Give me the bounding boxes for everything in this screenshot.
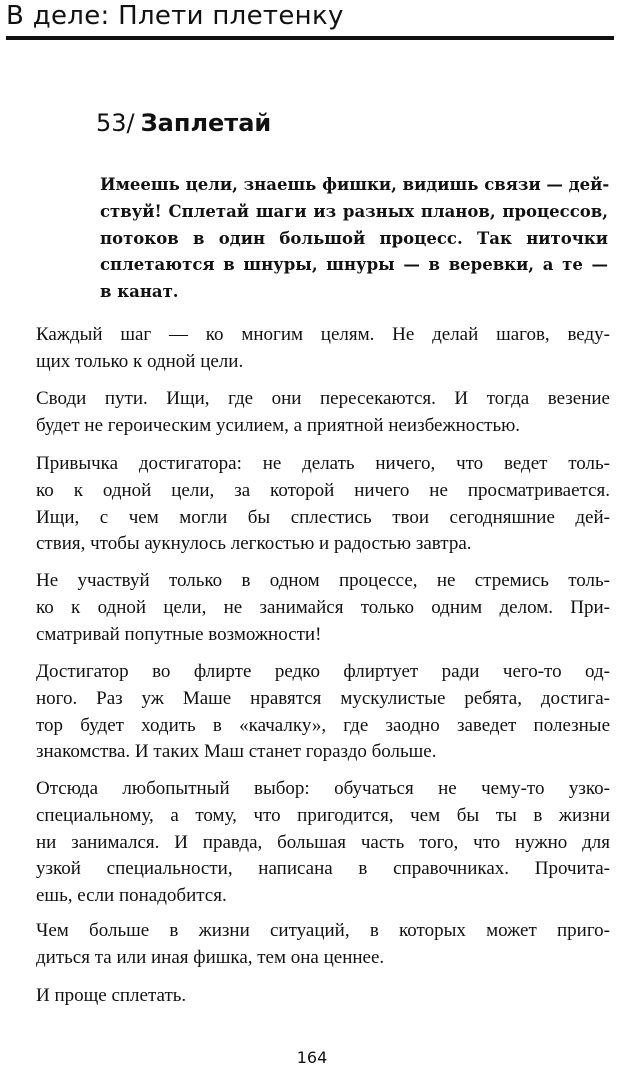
section-heading	[96, 108, 271, 139]
paragraph-line: Отсюда любопытный выбор: обучаться не чему-то узко-	[36, 778, 610, 799]
paragraph-line: ного. Раз уж Маше нравятся мускулистые ребята, достига-	[36, 687, 610, 709]
paragraph-line: диться та или иная фишка, тем она ценнее.	[36, 946, 385, 968]
paragraph-line: ствия, чтобы аукнулось легкостью и радостью завтра.	[36, 533, 472, 555]
paragraph-line: Каждый шаг — ко многим целям. Не делай шагов, веду-	[36, 324, 610, 345]
body-paragraph	[36, 918, 610, 972]
paragraph-line: Не участвуй только в одном процессе, не стремись толь-	[36, 570, 610, 591]
paragraph-line: ко к одной цели, не занимайся только одним делом. При-	[36, 596, 610, 618]
paragraph-line: узкой специальности, написана в справочниках. Прочита-	[36, 858, 610, 880]
body-paragraph	[36, 568, 610, 648]
header-rule	[6, 36, 614, 40]
body-paragraph	[36, 386, 610, 440]
paragraph-line: сматривай попутные возможности!	[36, 623, 322, 645]
section-title: Заплетай	[140, 109, 272, 137]
section-number: 53/	[96, 109, 135, 137]
body-paragraph	[36, 983, 610, 1010]
paragraph-line: будет не героическим усилием, а приятной неизбежностью.	[36, 414, 521, 436]
body-paragraph	[36, 776, 610, 910]
lead-paragraph	[100, 172, 608, 306]
body-paragraph	[36, 659, 610, 766]
body-paragraph	[36, 451, 610, 558]
paragraph-line: Достигатор во флирте редко флиртует ради чего-то од-	[36, 661, 610, 682]
paragraph-line: тор будет ходить в «качалку», где заодно заведет полезные	[36, 714, 610, 736]
paragraph-line: щих только к одной цели.	[36, 350, 244, 372]
running-head-title: В деле: Плети плетенку	[6, 1, 344, 31]
lead-line: в канат.	[100, 282, 179, 302]
paragraph-line: ешь, если понадобится.	[36, 885, 227, 907]
lead-line: потоков в один большой процесс. Так ниточки	[100, 228, 608, 248]
paragraph-line: И проще сплетать.	[36, 985, 187, 1006]
paragraph-line: ко к одной цели, за которой ничего не просматривается.	[36, 479, 610, 501]
paragraph-line: ни занимался. И правда, большая часть того, что нужно для	[36, 831, 610, 853]
lead-line: Имеешь цели, знаешь фишки, видишь связи — дей-	[100, 175, 610, 194]
paragraph-line: Ищи, с чем могли бы сплестись твои сегодняшние дей-	[36, 506, 610, 528]
paragraph-line: Привычка достигатора: не делать ничего, что ведет толь-	[36, 453, 610, 474]
page-number: 164	[296, 1048, 328, 1067]
body-paragraph	[36, 322, 610, 376]
paragraph-line: специальному, а тому, что пригодится, чем бы ты в жизни	[36, 804, 610, 826]
lead-line: сплетаются в шнуры, шнуры — в веревки, а те —	[100, 255, 608, 275]
paragraph-line: Своди пути. Ищи, где они пересекаются. И тогда везение	[36, 388, 610, 409]
paragraph-line: знакомства. И таких Маш станет гораздо больше.	[36, 741, 437, 763]
paragraph-line: Чем больше в жизни ситуаций, в которых может приго-	[36, 920, 610, 941]
lead-line: ствуй! Сплетай шаги из разных планов, процессов,	[100, 201, 608, 221]
